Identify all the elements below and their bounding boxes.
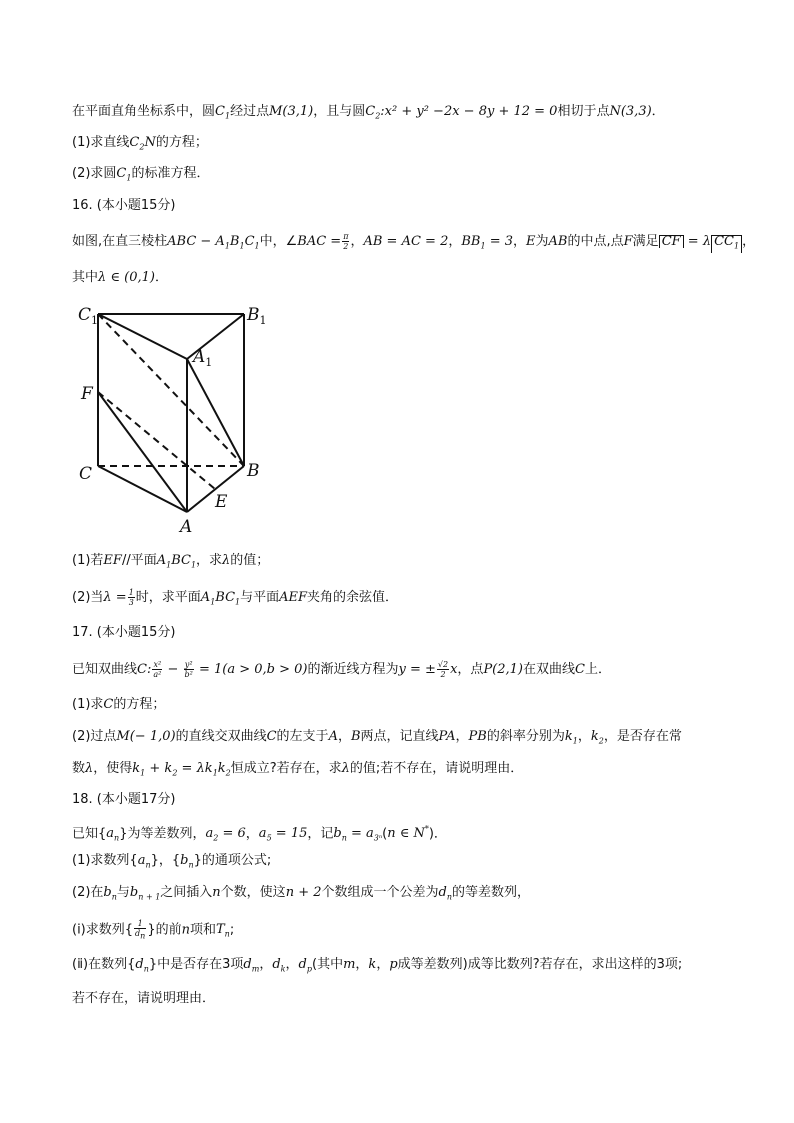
prism-figure <box>76 300 276 538</box>
edge-a1b <box>187 359 244 466</box>
p18-q2i: (ⅰ)求数列{ $\frac{1}{d_n}$ }的前n项和$T_n$; <box>72 919 235 941</box>
math: $C_2:x^2 + y^2 -2x - 8y + 12 = 0$ <box>365 104 558 121</box>
p16-stem-line2: 其中λ ∈ (0,1)． <box>72 270 168 285</box>
p17-q2-line1: (2)过点M(− 1,0)的直线交双曲线C的左支于A，B两点，记直线PA，PB的斜率分别为$k_1$，$k_2$，是否存在常 <box>72 729 682 746</box>
edge-c1a1 <box>98 314 187 359</box>
fraction-x2-a2: $\frac{\text{x²}}{\text{a²}}$ <box>153 660 162 679</box>
label-e: E <box>215 492 228 512</box>
edge-c1b <box>98 314 244 466</box>
edge-ca <box>98 466 187 512</box>
label-c: C <box>79 464 93 484</box>
math: N(3,3) <box>609 104 652 119</box>
vector-cc1: $CC_1$ <box>711 235 742 253</box>
p16-q2: (2)当λ = $\frac{1}{3}$ 时，求平面$A_1BC_1$与平面AEF夹角的余弦值． <box>72 588 399 607</box>
p18-header: 18. (本小题17分) <box>72 792 176 807</box>
p16-q1: (1)若EF//平面$A_1BC_1$，求λ的值； <box>72 553 270 570</box>
text: 相切于点 <box>557 104 610 119</box>
text: ． <box>651 104 665 119</box>
p18-stem: 已知$\{a_n\}$为等差数列，$a_2 = 6$，$a_5 = 15$，记$b_n = a_{3^n}(n$ ∈ N*)． <box>72 825 447 843</box>
solid-edges <box>98 314 244 512</box>
math: $C_1$ <box>215 104 231 121</box>
p18-q2ii: (ⅱ)在数列$\{d_n\}$中是否存在3项$d_m$，$d_k$，$d_p$(其中m，k，p成等差数列)成等比数列?若存在，求出这样的3项; <box>72 957 683 974</box>
text: ，且与圆 <box>313 104 366 119</box>
label-f: F <box>81 384 93 404</box>
label-b1: $B_1$ <box>247 305 267 327</box>
label-b: B <box>247 461 260 481</box>
fraction-y2-b2: $\frac{\text{y²}}{\text{b²}}$ <box>184 660 193 679</box>
text: 在平面直角坐标系中，圆 <box>72 104 216 119</box>
p18-q1: (1)求数列$\{a_n\}$，$\{b_n\}$的通项公式; <box>72 853 272 870</box>
vector-cf: CF <box>659 235 684 248</box>
p17-stem: 已知双曲线C: $\frac{\text{x²}}{\text{a²}}$ − $\frac{\text{y²}}{\text{b²}}$ = 1(a > 0,b > 0)的渐近线方程为y = ± $\frac{√2}{2}$ x，点P(2,1)在双曲线C上． <box>72 660 611 679</box>
text: 经过点 <box>230 104 270 119</box>
p15-stem <box>72 103 734 126</box>
dashed-edges <box>98 314 244 489</box>
label-a1: $A_1$ <box>193 347 213 369</box>
p17-q2-line2: 数λ，使得$k_1 + k_2 = \lambda k_1k_2$恒成立?若存在，求λ的值;若不存在，请说明理由． <box>72 761 524 778</box>
label-a: A <box>180 517 193 537</box>
p17-q1: (1)求C的方程； <box>72 697 166 712</box>
math: M(3,1) <box>269 104 314 119</box>
fraction-pi-over-2: $\frac{\pi}{2}$ <box>343 232 349 251</box>
fraction-one-third: $\frac{1}{3}$ <box>128 588 134 607</box>
p18-q2: (2)在$b_n$与$b_{n + 1}$之间插入n个数，使这n + 2个数组成一个公差为$d_n$的等差数列， <box>72 885 531 902</box>
edge-fa <box>98 392 187 512</box>
fraction-1-over-dn: $\frac{1}{d_n}$ <box>135 919 146 941</box>
fraction-sqrt2-over-2: $\frac{√2}{2}$ <box>437 660 449 679</box>
p15-q1: (1)求直线$C_2N$的方程； <box>72 135 208 152</box>
p16-stem-line1: 如图,在直三棱柱ABC − $A_1B_1C_1$中，∠BAC = $\frac{\pi}{2}$ ，AB = AC = 2，$BB_1 = 3$，E为AB的中点,点F满足 CF = λ $CC_1$ ， <box>72 232 756 251</box>
p16-header: 16. (本小题15分) <box>72 198 176 213</box>
p15-q2: (2)求圆$C_1$的标准方程． <box>72 166 210 183</box>
p18-last-line: 若不存在，请说明理由． <box>72 991 216 1006</box>
p17-header: 17. (本小题15分) <box>72 625 176 640</box>
label-c1: $C_1$ <box>78 305 99 327</box>
